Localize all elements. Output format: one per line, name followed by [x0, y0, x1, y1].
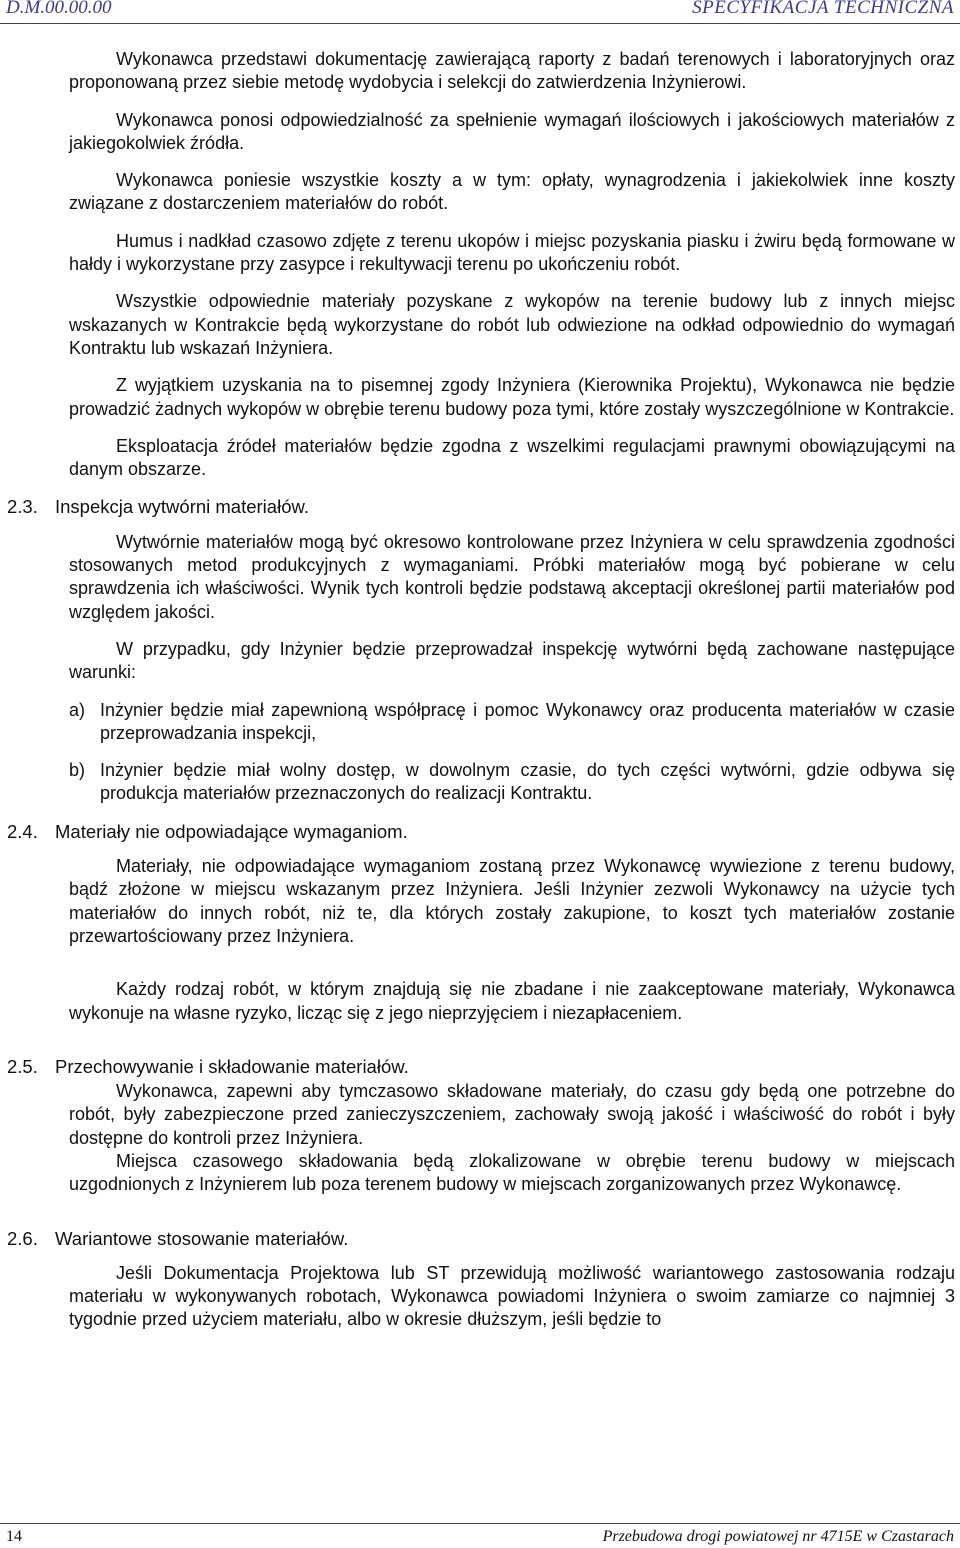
list-item	[69, 759, 955, 806]
section-title: Inspekcja wytwórni materiałów.	[55, 496, 309, 518]
paragraph: Wszystkie odpowiednie materiały pozyskane z wykopów na terenie budowy lub z innych miejsc wskazanych w Kontrakcie będą wykorzystane do robót lub odwiezione na odkład odpowiednio do wymagań Kontraktu lub wskazań Inżyniera.	[69, 291, 955, 358]
section-number: 2.5.	[7, 1055, 38, 1077]
document-code: D.M.00.00.00	[6, 0, 112, 18]
section-title: Przechowywanie i składowanie materiałów.	[55, 1055, 409, 1077]
paragraph: Wykonawca, zapewni aby tymczasowo składowane materiały, do czasu gdy będą one potrzebne do robót, były zabezpieczone przed zanieczyszczeniem, zachowały swoją jakość i właściwość do robót i były dostępne do kontroli przez Inżyniera.	[69, 1081, 955, 1148]
section-number: 2.3.	[7, 496, 38, 518]
paragraph: Miejsca czasowego składowania będą zlokalizowane w obrębie terenu budowy w miejscach uzgodnionych z Inżynierem lub poza terenem budowy w miejscach zorganizowanych przez Wykonawcę.	[69, 1150, 955, 1195]
header-rule	[0, 23, 960, 24]
list-item-label: a)	[69, 699, 86, 720]
list-item-text: Inżynier będzie miał zapewnioną współpracę i pomoc Wykonawcy oraz producenta materiałów w czasie przeprowadzania inspekcji,	[100, 699, 955, 743]
paragraph: Wykonawca poniesie wszystkie koszty a w tym: opłaty, wynagrodzenia i jakiekolwiek inne koszty związane z dostarczeniem materiałów do robót.	[69, 170, 955, 214]
section-number: 2.4.	[7, 820, 38, 842]
section-heading-2-4	[7, 820, 955, 843]
spacer	[69, 962, 955, 978]
paragraph: Wykonawca ponosi odpowiedzialność za spełnienie wymagań ilościowych i jakościowych materiałów z jakiegokolwiek źródła.	[69, 109, 955, 153]
list-item-label: b)	[69, 760, 86, 781]
paragraph: Każdy rodzaj robót, w którym znajdują się nie zbadane i nie zaakceptowane materiały, Wykonawca wykonuje na własne ryzyko, licząc się z jego nieprzyjęciem i niezapłaceniem.	[69, 979, 955, 1023]
paragraph: W przypadku, gdy Inżynier będzie przeprowadzał inspekcję wytwórni będą zachowane następujące warunki:	[69, 638, 955, 683]
paragraph: Wytwórnie materiałów mogą być okresowo kontrolowane przez Inżyniera w celu sprawdzenia zgodności stosowanych metod produkcyjnych z wymaganiami. Próbki materiałów mogą być pobierane w celu sprawdzenia ich właściwości. Wynik tych kontroli będzie podstawą akceptacji określonej partii materiałów pod względem jakości.	[69, 531, 955, 622]
section-heading-2-5	[7, 1055, 955, 1078]
page-content	[7, 48, 955, 1346]
spacer	[69, 1039, 955, 1055]
footer-rule	[0, 1523, 960, 1524]
spacer	[69, 1211, 955, 1227]
paragraph: Humus i nadkład czasowo zdjęte z terenu ukopów i miejsc pozyskania piasku i żwiru będą formowane w hałdy i wykorzystane przy zasypce i rekultywacji terenu po ukończeniu robót.	[69, 230, 955, 275]
list-item-text: Inżynier będzie miał wolny dostęp, w dowolnym czasie, do tych części wytwórni, gdzie odbywa się produkcja materiałów przeznaczonych do realizacji Kontraktu.	[100, 760, 955, 804]
list-item	[69, 699, 955, 746]
section-title: Materiały nie odpowiadające wymaganiom.	[55, 820, 408, 842]
project-title: Przebudowa drogi powiatowej nr 4715E w Czastarach	[602, 1528, 954, 1545]
paragraph: Jeśli Dokumentacja Projektowa lub ST przewidują możliwość wariantowego zastosowania rodzaju materiału w wykonywanych robotach, Wykonawca powiadomi Inżyniera o swoim zamiarze co najmniej 3 tygodnie przed użyciem materiału, albo w okresie dłuższym, jeśli będzie to	[69, 1262, 955, 1330]
section-number: 2.6.	[7, 1227, 38, 1249]
page-number: 14	[6, 1528, 22, 1545]
paragraph: Wykonawca przedstawi dokumentację zawierającą raporty z badań terenowych i laboratoryjnych oraz proponowaną przez siebie metodę wydobycia i selekcji do zatwierdzenia Inżynierowi.	[69, 49, 955, 93]
section-heading-2-6	[7, 1227, 955, 1250]
paragraph: Z wyjątkiem uzyskania na to pisemnej zgody Inżyniera (Kierownika Projektu), Wykonawca nie będzie prowadzić żadnych wykopów w obrębie terenu budowy poza tymi, które zostały wyszczególnione w Kontrakcie.	[69, 375, 955, 419]
section-title: Wariantowe stosowanie materiałów.	[55, 1227, 349, 1249]
paragraph: Materiały, nie odpowiadające wymaganiom zostaną przez Wykonawcę wywiezione z terenu budowy, bądź złożone w miejscu wskazanym przez Inżyniera. Jeśli Inżynier zezwoli Wykonawcy na użycie tych materiałów do innych robót, niż te, dla których zostały zakupione, to koszt tych materiałów zostanie przewartościowany przez Inżyniera.	[69, 856, 955, 946]
section-heading-2-3	[7, 495, 955, 518]
page-footer	[0, 1523, 960, 1548]
document-type: SPECYFIKACJA TECHNICZNA	[692, 0, 954, 18]
paragraph: Eksploatacja źródeł materiałów będzie zgodna z wszelkimi regulacjami prawnymi obowiązującymi na danym obszarze.	[69, 435, 955, 480]
page-header	[0, 0, 960, 26]
